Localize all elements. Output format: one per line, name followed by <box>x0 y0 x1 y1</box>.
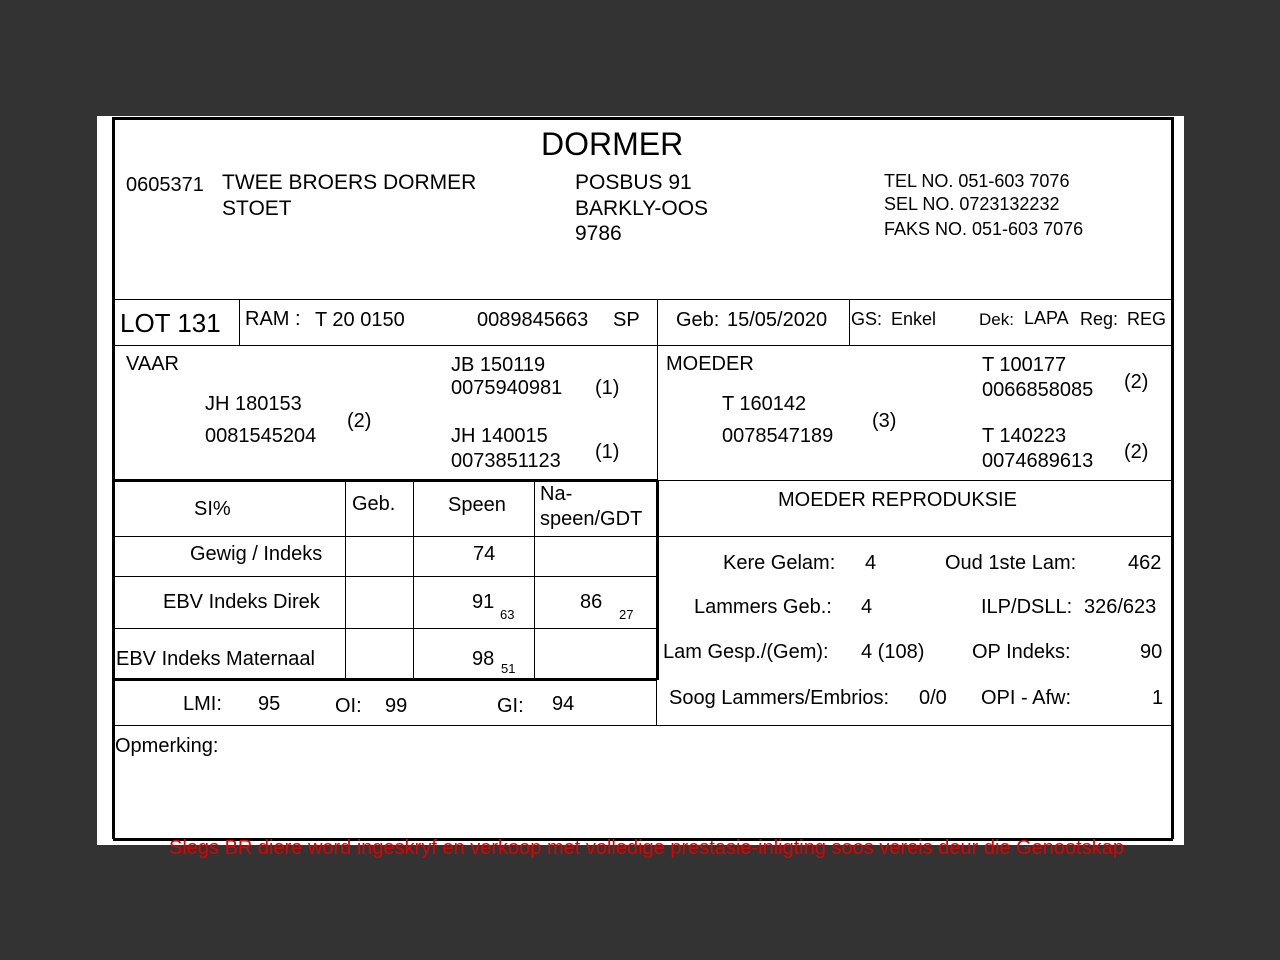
speen-column-header: Speen <box>448 494 506 516</box>
lmi-value: 95 <box>258 693 281 715</box>
ebv-direct-naspeen: 86 <box>580 591 603 613</box>
divider <box>239 299 240 345</box>
maternal-grandsire-id: T 100177 <box>982 354 1067 376</box>
border-right <box>1171 117 1174 839</box>
dam-label: MOEDER <box>666 353 754 375</box>
divider <box>113 345 1173 346</box>
opi-deviation-label: OPI - Afw: <box>981 687 1072 709</box>
ebv-maternal-speen-accuracy: 51 <box>501 661 516 676</box>
lambs-born-value: 4 <box>861 596 873 618</box>
stud-code: 0605371 <box>126 174 204 196</box>
footer-note: Slegs BR diere word ingeskryf en verkoop met volledige prestasie-inligting soos vereis deur die Genootskap <box>169 837 1124 859</box>
sel-number: SEL NO. 0723132232 <box>884 194 1060 214</box>
opi-deviation-value: 1 <box>1152 687 1164 709</box>
stud-name-line2: STOET <box>222 197 292 220</box>
paternal-grandsire-id: JB 150119 <box>451 354 546 376</box>
sire-label: VAAR <box>126 353 179 375</box>
lot-number: LOT 131 <box>120 308 221 338</box>
dek-label: Dek: <box>979 310 1014 329</box>
lambs-weaned-value: 4 (108) <box>861 641 925 663</box>
dam-registration: 0078547189 <box>722 425 834 447</box>
ilp-dsll-label: ILP/DSLL: <box>981 596 1073 618</box>
border-left <box>112 117 115 839</box>
gi-value: 94 <box>552 693 575 715</box>
gs-value: Enkel <box>891 309 937 329</box>
divider <box>113 678 657 681</box>
dam-id: T 160142 <box>722 393 807 415</box>
address-line3: 9786 <box>575 222 622 245</box>
op-index-value: 90 <box>1140 641 1163 663</box>
age-first-lamb-label: Oud 1ste Lam: <box>945 552 1077 574</box>
divider <box>113 299 1173 300</box>
reg-value: REG <box>1127 309 1167 329</box>
dek-value: LAPA <box>1024 308 1069 328</box>
suckled-lambs-label: Soog Lammers/Embrios: <box>669 687 890 709</box>
paternal-grandsire-grade: (1) <box>595 377 620 399</box>
faks-number: FAKS NO. 051-603 7076 <box>884 219 1084 239</box>
ebv-maternal-speen: 98 <box>472 648 495 670</box>
divider <box>656 480 659 680</box>
si-column-header: SI% <box>194 498 231 520</box>
divider <box>113 725 1173 726</box>
naspeen-column-header-line2: speen/GDT <box>540 508 643 530</box>
weight-index-speen: 74 <box>473 543 496 565</box>
suckled-lambs-value: 0/0 <box>919 687 947 709</box>
divider <box>113 576 657 577</box>
op-index-label: OP Indeks: <box>972 641 1071 663</box>
divider <box>657 299 658 345</box>
lambs-weaned-label: Lam Gesp./(Gem): <box>663 641 829 663</box>
sire-registration: 0081545204 <box>205 425 317 447</box>
lmi-label: LMI: <box>183 693 222 715</box>
ram-code: SP <box>613 309 640 331</box>
reproduction-title: MOEDER REPRODUKSIE <box>778 489 1017 511</box>
oi-value: 99 <box>385 695 408 717</box>
dam-grade: (3) <box>872 410 897 432</box>
birth-label: Geb: <box>676 309 720 331</box>
divider <box>113 536 1173 537</box>
divider <box>534 480 535 680</box>
divider <box>656 680 657 726</box>
lot-catalogue-card <box>97 116 1184 859</box>
lambings-label: Kere Gelam: <box>723 552 836 574</box>
lambs-born-label: Lammers Geb.: <box>694 596 832 618</box>
geb-column-header: Geb. <box>352 493 396 515</box>
maternal-grandsire-registration: 0066858085 <box>982 379 1094 401</box>
address-line2: BARKLY-OOS <box>575 197 709 220</box>
divider <box>849 299 850 345</box>
breed-title: DORMER <box>541 126 684 162</box>
border-top <box>113 117 1173 120</box>
weight-index-row-label: Gewig / Indeks <box>190 543 323 565</box>
maternal-granddam-grade: (2) <box>1124 441 1149 463</box>
divider <box>657 345 658 480</box>
ram-registration: 0089845663 <box>477 309 589 331</box>
paternal-granddam-grade: (1) <box>595 441 620 463</box>
divider <box>413 480 414 680</box>
ram-id: T 20 0150 <box>315 309 405 331</box>
age-first-lamb-value: 462 <box>1128 552 1162 574</box>
birth-date: 15/05/2020 <box>727 309 828 331</box>
divider <box>345 480 346 680</box>
sire-id: JH 180153 <box>205 393 302 415</box>
oi-label: OI: <box>335 695 362 717</box>
gs-label: GS: <box>851 309 883 329</box>
paternal-grandsire-registration: 0075940981 <box>451 377 563 399</box>
ebv-direct-speen-accuracy: 63 <box>500 607 515 622</box>
paternal-granddam-registration: 0073851123 <box>451 450 561 472</box>
stud-name-line1: TWEE BROERS DORMER <box>222 171 477 194</box>
sire-grade: (2) <box>347 410 372 432</box>
reg-label: Reg: <box>1080 309 1119 329</box>
remarks-label: Opmerking: <box>115 735 219 757</box>
ebv-direct-naspeen-accuracy: 27 <box>619 607 634 622</box>
ilp-dsll-value: 326/623 <box>1084 596 1157 618</box>
maternal-grandsire-grade: (2) <box>1124 371 1149 393</box>
maternal-granddam-id: T 140223 <box>982 425 1067 447</box>
divider <box>657 480 1173 481</box>
ebv-direct-speen: 91 <box>472 591 495 613</box>
address-line1: POSBUS 91 <box>575 171 692 194</box>
tel-number: TEL NO. 051-603 7076 <box>884 171 1070 191</box>
gi-label: GI: <box>497 695 524 717</box>
divider <box>113 628 657 629</box>
paternal-granddam-id: JH 140015 <box>451 425 548 447</box>
ram-label: RAM : <box>245 308 301 330</box>
naspeen-column-header-line1: Na- <box>540 483 573 505</box>
lambings-value: 4 <box>865 552 877 574</box>
divider <box>113 479 657 482</box>
maternal-granddam-registration: 0074689613 <box>982 450 1094 472</box>
ebv-direct-row-label: EBV Indeks Direk <box>163 591 320 613</box>
ebv-maternal-row-label: EBV Indeks Maternaal <box>116 648 315 670</box>
